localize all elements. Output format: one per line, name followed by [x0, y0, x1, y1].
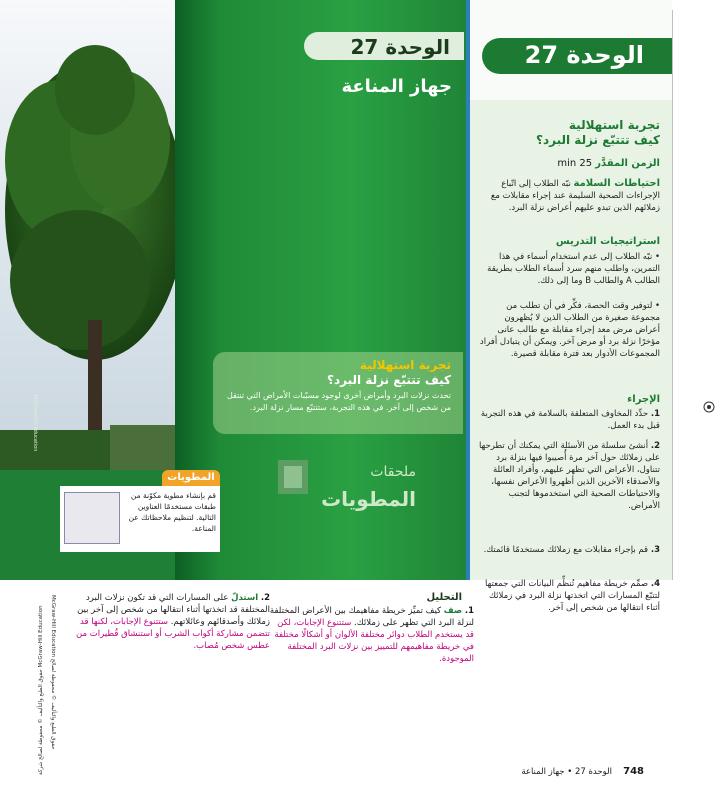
safety-text: نبّه الطلاب إلى اتّباع الإجراءات الصحية السليمة عند إجراء مقابلات مع زملائهم الذين تبدو عليهم أعراض نزلة البرد. [490, 179, 660, 213]
step-number: 4. [650, 579, 660, 589]
procedure-heading: الإجراء [627, 394, 660, 405]
strategy-item-1: • نبّه الطلاب إلى عدم استخدام أسماء في هذا التمرين، واطلب منهم سرد أسماء الطلاب بطريقة الطالب A والطالب B وما إلى ذلك. [487, 252, 660, 286]
foldables-box [60, 470, 220, 560]
procedure-step-3 [478, 544, 660, 556]
time-value: 25 min [557, 158, 593, 169]
unit-label-pill [304, 32, 464, 60]
analysis-keyword: استدلّ [231, 593, 259, 603]
vertical-photo-credit [30, 395, 36, 565]
sidebar-unit-label: الوحدة 27 [524, 41, 644, 69]
step-text: صمِّم خريطة مفاهيم تُنظِّم البيانات التي جمعتها لتتبّع المسارات التي اتخذتها نزلة البرد في زملائك أثناء انتقالها من شخص إلى آخر. [485, 579, 660, 613]
tree-photo [0, 20, 175, 480]
procedure-step-2 [478, 440, 660, 512]
analysis-heading: التحليل [426, 592, 462, 603]
margin-copyright-2 [48, 595, 58, 775]
sidebar-lab-question: كيف تتتبّع نزلة البرد؟ [536, 133, 660, 147]
page-number: 748 [623, 766, 644, 777]
footer-unit-text: الوحدة 27 • جهاز المناعة [521, 767, 612, 777]
safety-heading: احتياطات السلامة [573, 178, 660, 189]
analysis-item-1 [268, 605, 474, 665]
sidebar-unit-bar [482, 38, 672, 74]
foldables-label: المطويات [162, 470, 220, 486]
analysis-answer: ستتنوع الإجابات، لكن قد يستخدم الطلاب دوائر مختلفة الألوان أو أشكالًا مختلفة في خريطة مفاهيمهم للتمييز بين نزلات البرد المختلفة الموجودة. [274, 618, 474, 664]
procedure-step-4 [478, 578, 660, 614]
copyright-text-1: حقوق الطبع والتأليف © محفوظة لصالح شركة McGraw-Hill Education [38, 605, 44, 775]
lab-card-title: تجربة استهلالية [359, 358, 451, 372]
launch-lab-card [213, 352, 463, 434]
step-number: 1. [650, 409, 660, 419]
strategy-text-2: لتوفير وقت الحصة، فكِّر في أن تطلب من مجموعة صغيرة من الطلاب الذين لا يُظهرون أعراض مرض معد إجراء مقابلة مع طالب عانى مؤخرًا نزلة برد أو مرض آخر. ويمكن أن يتبادل أفراد المجموعات الأدوار بعد فترة مقابلة قصيرة. [479, 301, 660, 359]
unit-label: الوحدة 27 [350, 35, 450, 59]
foldables-body [60, 486, 220, 552]
analysis-item-number: 2. [260, 593, 270, 603]
lab-card-body: تحدث نزلات البرد وأمراض أخرى لوجود مسبّبات الأمراض التي تنتقل من شخص إلى آخر. في هذه التجربة، ستتتبّع مسار نزلة البرد. [226, 391, 451, 412]
strategy-item-2: • لتوفير وقت الحصة، فكِّر في أن تطلب من مجموعة صغيرة من الطلاب الذين لا يُظهرون أعراض مرض معد إجراء مقابلة مع طالب عانى مؤخرًا نزلة برد أو مرض آخر. ويمكن أن يتبادل أفراد المجموعات الأدوار بعد فترة مقابلة قصيرة. [479, 301, 660, 359]
analysis-item-2 [66, 592, 270, 652]
analysis-answer: ستتنوع الإجابات، لكنها قد تتضمن مشاركة أكواب الشرب أو استنشاق قُطيرات من عطس شخص مُصاب. [76, 617, 270, 651]
copyright-text-2: McGraw-Hill Education حقوق الطبع والتأليف © محفوظة لصالح [50, 595, 56, 750]
step-text: أنشئ سلسلة من الأسئلة التي يمكنك أن تطرحها على زملائك حول آخر مرة أُصيبوا فيها بنزلة برد تتناول، الأعراض التي تظهر عليهم، وأفراد العائلة والأصدقاء الآخرين الذين أظهروا الأعراض نفسها، والاحتياطات الصحية التي استخدموها لتجنب الأمراض. [478, 441, 660, 511]
estimated-time [557, 158, 660, 169]
safety-section [480, 178, 660, 214]
time-label: الزمن المقدَّر [595, 158, 660, 169]
procedure-step-1 [478, 408, 660, 432]
crosshair-icon [703, 401, 715, 413]
teacher-sidebar [470, 0, 672, 580]
foldable-thumbnail [64, 492, 120, 544]
analysis-keyword: صف [443, 606, 463, 616]
step-text: حدِّد المخاوف المتعلقة بالسلامة في هذه التجربة قبل بدء العمل. [480, 409, 660, 431]
foldables-text: قم بإنشاء مطوية مكوّنة من طبقات مستخدمًا العناوين التالية. لتنظيم ملاحظاتك عن المناعة. [128, 491, 216, 533]
analysis-item-number: 1. [464, 606, 474, 616]
analysis-question: كيف تميِّز خريطة مفاهيمك بين الأعراض المختلفة لنزلة البرد التي تظهر على زملائك. [269, 606, 474, 628]
sidebar-lab-title: تجربة استهلالية [568, 118, 660, 132]
logo-text-1: ملحقات [370, 464, 416, 480]
page-border [672, 10, 673, 580]
foldables-logo [278, 452, 418, 522]
step-number: 2. [650, 441, 660, 451]
photo-credit-text: McGraw-Hill Education [32, 395, 38, 452]
lab-card-question: كيف تتتبّع نزلة البرد؟ [327, 373, 451, 387]
strategy-text-1: نبّه الطلاب إلى عدم استخدام أسماء في هذا التمرين، واطلب منهم سرد أسماء الطلاب بطريقة الطالب A والطالب B وما إلى ذلك. [487, 252, 660, 286]
margin-copyright [36, 595, 46, 775]
unit-title: جهاز المناعة [341, 76, 452, 97]
step-number: 3. [650, 545, 660, 555]
strategies-heading: استراتيجيات التدريس [555, 236, 660, 247]
logo-text-2: المطويات [321, 487, 416, 511]
step-text: قم بإجراء مقابلات مع زملائك مستخدمًا قائمتك. [483, 545, 649, 555]
analysis-question: على المسارات التي قد تكون نزلات البرد المختلفة قد اتخذتها أثناء انتقالها من شخص إلى آخر بين زملائك وأصدقائهم وعائلاتهم. [77, 593, 270, 627]
student-edition-page [0, 0, 470, 580]
